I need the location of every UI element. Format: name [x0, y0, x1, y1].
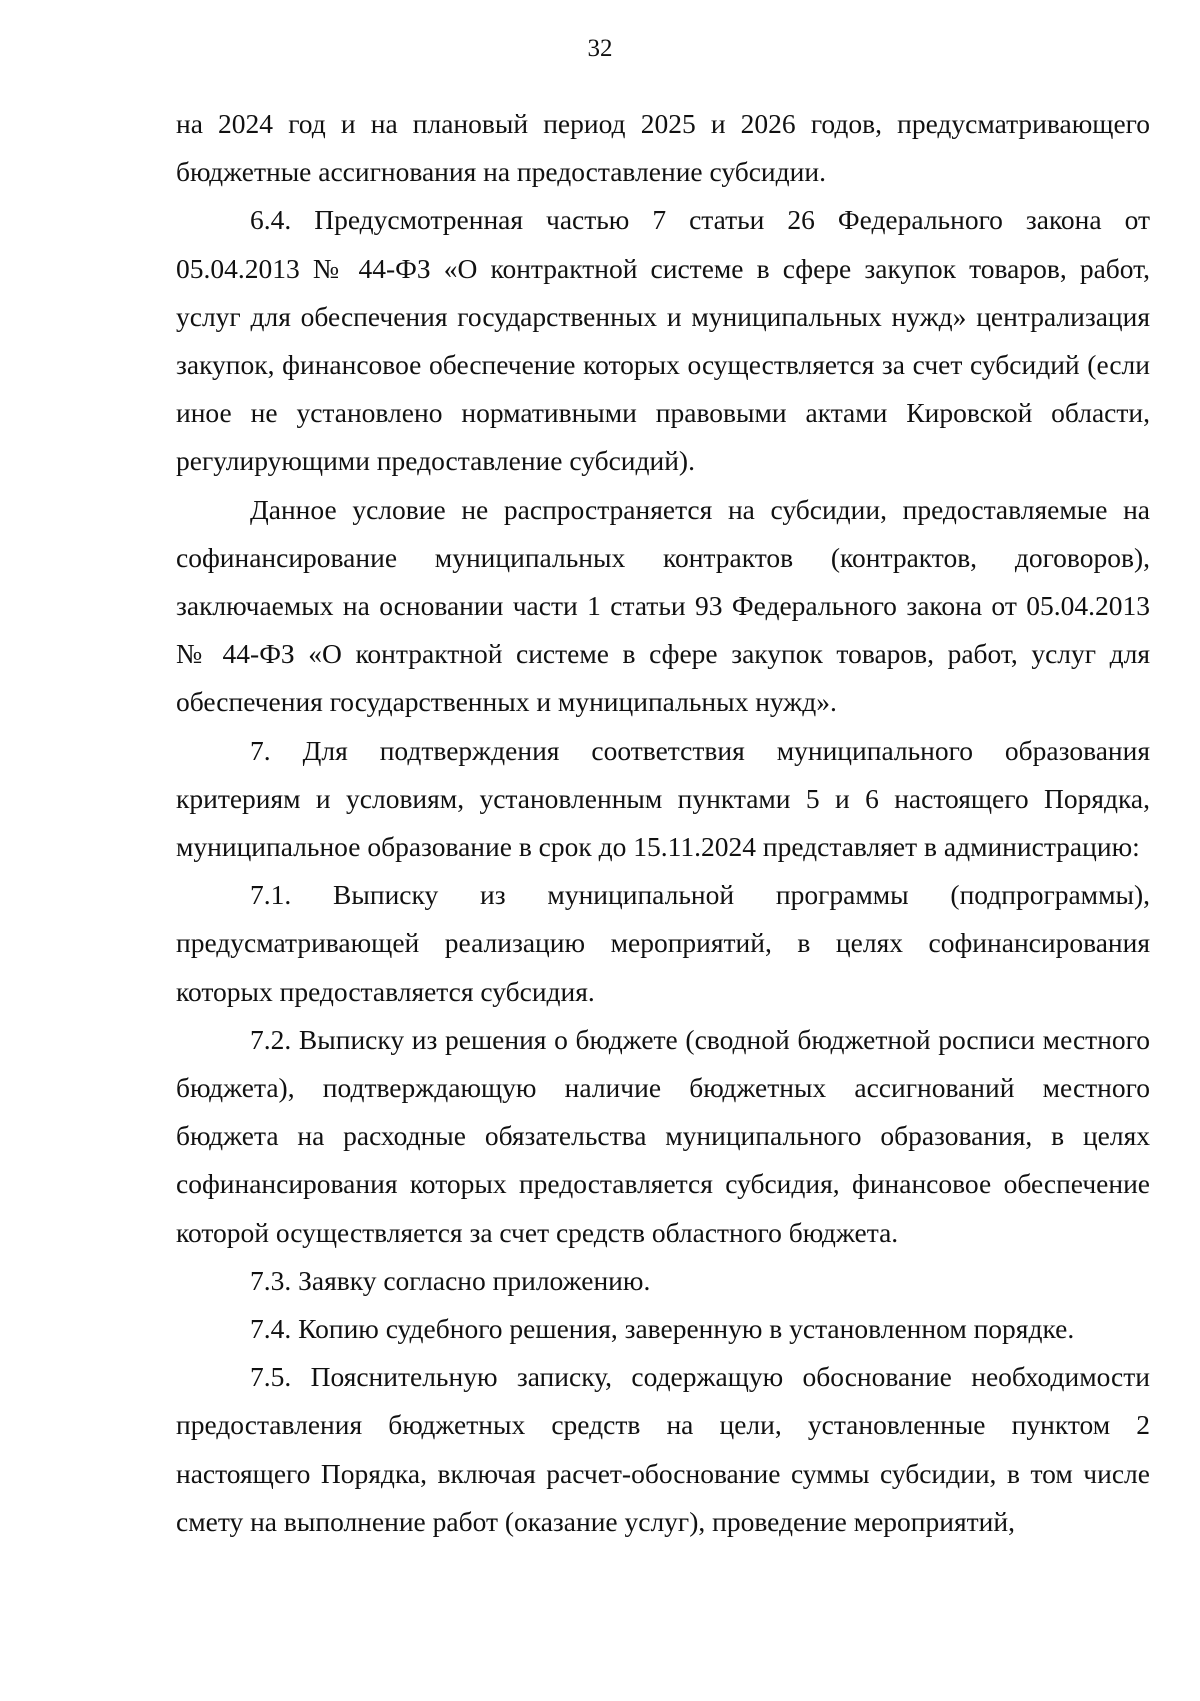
paragraph-7-1: 7.1. Выписку из муниципальной программы (подпрограммы), предусматривающей реализацию мероприятий, в целях софинансирования которых предоставляется субсидия. — [176, 879, 1150, 1007]
paragraph-continuation: на 2024 год и на плановый период 2025 и 2026 годов, предусматривающего бюджетные ассигнования на предоставление субсидии. — [176, 108, 1150, 188]
paragraph-condition-exception: Данное условие не распространяется на субсидии, предоставляемые на софинансирование муниципальных контрактов (контрактов, договоров), заключаемых на основании части 1 статьи 93 Федерального закона от 05.04.2013 № 44-ФЗ «О контрактной системе в сфере закупок товаров, работ, услуг для обеспечения государственных и муниципальных нужд». — [176, 493, 1150, 718]
paragraph-7-5: 7.5. Пояснительную записку, содержащую обоснование необходимости предоставления бюджетных средств на цели, установленные пунктом 2 настоящего Порядка, включая расчет-обоснование суммы субсидии, в том числе смету на выполнение работ (оказание услуг), проведение мероприятий, — [176, 1361, 1150, 1537]
paragraph-7: 7. Для подтверждения соответствия муниципального образования критериям и условиям, установленным пунктами 5 и 6 настоящего Порядка, муниципальное образование в срок до 15.11.2024 представляет в администрацию: — [176, 734, 1150, 863]
paragraph-7-4: 7.4. Копию судебного решения, заверенную в установленном порядке. — [250, 1313, 1075, 1345]
page-number: 32 — [587, 35, 613, 62]
paragraph-7-3: 7.3. Заявку согласно приложению. — [250, 1264, 651, 1296]
document-body — [176, 100, 1150, 1546]
paragraph-6-4: 6.4. Предусмотренная частью 7 статьи 26 Федерального закона от 05.04.2013 № 44-ФЗ «О контрактной системе в сфере закупок товаров, работ, услуг для обеспечения государственных и муниципальных нужд» централизация закупок, финансовое обеспечение которых осуществляется за счет субсидий (если иное не установлено нормативными правовыми актами Кировской области, регулирующими предоставление субсидий). — [176, 204, 1150, 477]
paragraph-7-2: 7.2. Выписку из решения о бюджете (сводной бюджетной росписи местного бюджета), подтверждающую наличие бюджетных ассигнований местного бюджета на расходные обязательства муниципального образования, в целях софинансирования которых предоставляется субсидия, финансовое обеспечение которой осуществляется за счет средств областного бюджета. — [176, 1023, 1150, 1248]
